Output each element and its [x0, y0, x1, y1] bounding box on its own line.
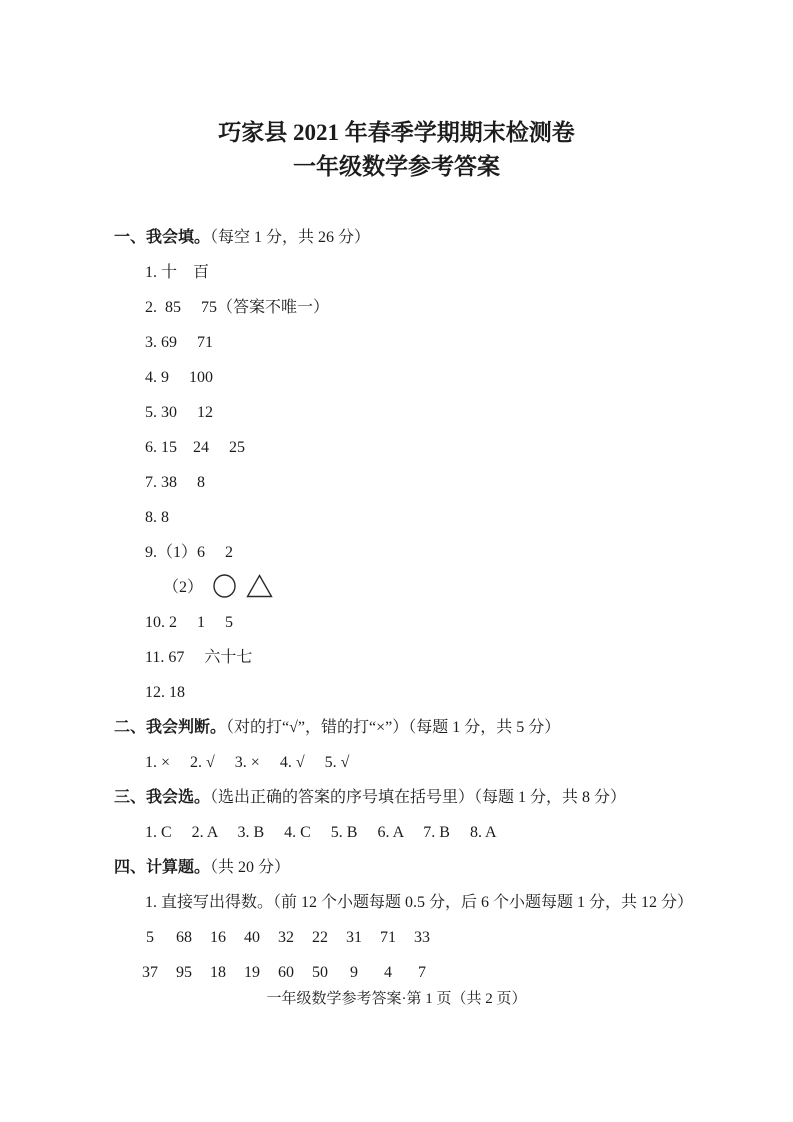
answer-key-subtitle: 一年级数学参考答案: [293, 154, 500, 179]
section-4-heading-note: （共 20 分）: [210, 859, 291, 876]
section-4-heading: [0, 850, 793, 885]
section-2-heading-label: 二、我会判断。: [114, 719, 227, 736]
calc-result: 19: [244, 964, 260, 981]
calc-result: 33: [414, 929, 430, 946]
fill-answer-7: 7. 38 8: [145, 474, 206, 491]
section-1-heading-label: 一、我会填。: [114, 229, 211, 246]
judge-answers: 1. × 2. √ 3. × 4. √ 5. √: [145, 754, 350, 771]
fill-answer-4: 4. 9 100: [145, 369, 214, 386]
calc-result: 31: [346, 929, 362, 946]
fill-answer-5: 5. 30 12: [145, 404, 214, 421]
fill-answer-11: 11. 67 六十七: [145, 649, 253, 666]
fill-answer-8: 8. 8: [145, 509, 169, 526]
fill-answer-9-2-label: （2）: [163, 579, 204, 596]
calc-result: 9: [350, 964, 358, 981]
calc-result: 37: [142, 964, 158, 981]
fill-answer-10: 10. 2 1 5: [145, 614, 234, 631]
exam-title: 巧家县 2021 年春季学期期末检测卷: [218, 120, 575, 145]
calc-results-row-2: [0, 955, 793, 990]
calc-sub-instruction: 1. 直接写出得数。（前 12 个小题每题 0.5 分，后 6 个小题每题 1 分，共 12 分）: [145, 894, 694, 911]
section-2-heading: [0, 710, 793, 745]
calc-result: 60: [278, 964, 294, 981]
fill-answer-1: 1. 十 百: [145, 264, 210, 281]
section-4-heading-label: 四、计算题。: [114, 859, 211, 876]
calc-result: 4: [384, 964, 392, 981]
fill-answer-3: 3. 69 71: [145, 334, 214, 351]
calc-result: 5: [146, 929, 154, 946]
section-3-heading-label: 三、我会选。: [114, 789, 211, 806]
calc-result: 32: [278, 929, 294, 946]
fill-answer-6: 6. 15 24 25: [145, 439, 246, 456]
fill-answer-9-1: 9.（1）6 2: [145, 544, 234, 561]
calc-result: 7: [418, 964, 426, 981]
fill-answer-2: 2. 85 75（答案不唯一）: [145, 299, 330, 316]
section-3-heading-note: （选出正确的答案的序号填在括号里）（每题 1 分，共 8 分）: [210, 789, 627, 806]
calc-result: 18: [210, 964, 226, 981]
page-footer: 一年级数学参考答案·第 1 页（共 2 页）: [266, 991, 527, 1007]
triangle-shape-icon: [246, 574, 273, 598]
section-1-heading: [0, 220, 793, 255]
fill-answer-12: 12. 18: [145, 684, 185, 701]
calc-results-row-1: [0, 920, 793, 955]
section-2-heading-note: （对的打“√”，错的打“×”）（每题 1 分，共 5 分）: [226, 719, 561, 736]
calc-result: 68: [176, 929, 192, 946]
calc-result: 40: [244, 929, 260, 946]
calc-result: 22: [312, 929, 328, 946]
section-3-heading: [0, 780, 793, 815]
section-1-heading-note: （每空 1 分，共 26 分）: [210, 229, 371, 246]
circle-shape-icon: [212, 574, 237, 598]
fill-answer-9-2: [0, 570, 793, 605]
calc-result: 50: [312, 964, 328, 981]
choice-answers: 1. C 2. A 3. B 4. C 5. B 6. A 7. B 8. A: [145, 824, 497, 841]
calc-result: 16: [210, 929, 226, 946]
calc-result: 71: [380, 929, 396, 946]
calc-result: 95: [176, 964, 192, 981]
